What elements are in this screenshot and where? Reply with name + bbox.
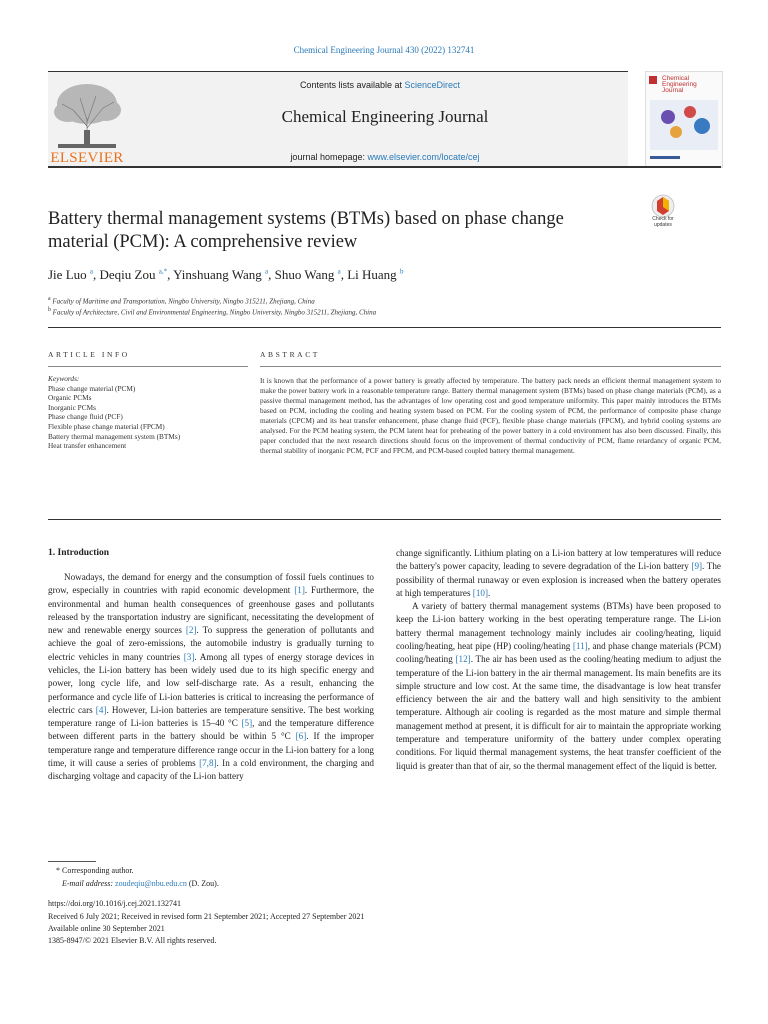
citation-link[interactable]: [3] bbox=[183, 651, 195, 662]
homepage-link[interactable]: www.elsevier.com/locate/cej bbox=[367, 152, 480, 162]
cover-title-line1: Chemical bbox=[662, 75, 690, 82]
body-text: A variety of battery thermal management systems (BTMs) have been proposed to keep the Li-ion battery working in the best operating temperature range. The Li-ion battery thermal management technology mainly includes air cooling/heating, liquid cooling/heating, heat pipe (HP) cooling/heating bbox=[396, 601, 721, 651]
keyword-item: Heat transfer enhancement bbox=[48, 441, 127, 451]
citation-link[interactable]: [4] bbox=[95, 704, 107, 715]
body-text: . If the improper temperature range and temperature difference range occur in the Li-ion battery for a long time, it will cause a series of problems bbox=[48, 731, 374, 768]
body-text: Nowadays, the demand for energy and the consumption of fossil fuels continues to grow, especially in countries with rapid economic development bbox=[48, 572, 374, 596]
copyright-line: 1385-8947/© 2021 Elsevier B.V. All rights reserved. bbox=[48, 936, 217, 945]
body-text: . To suppress the generation of pollutants and achieve the goal of zero-emissions, the automobile industry is gradually turning to electric vehicles in many countries bbox=[48, 625, 374, 662]
cover-title-line3: Journal bbox=[662, 87, 684, 94]
cover-graphic bbox=[646, 72, 722, 167]
body-text: . The possibility of thermal runaway or even explosion is increased when the battery operates at high temperatures bbox=[396, 561, 721, 598]
keyword-item: Flexible phase change material (FPCM) bbox=[48, 421, 165, 431]
author-name[interactable]: Deqiu Zou bbox=[99, 267, 156, 282]
corresponding-author-note: * Corresponding author. bbox=[56, 866, 134, 875]
publisher-logo-text: ELSEVIER bbox=[50, 150, 124, 166]
body-text: . However, Li-ion batteries are temperature sensitive. The best working temperature range of Li-ion batteries is 15–40 °C bbox=[48, 704, 374, 729]
citation-link[interactable]: [7,8] bbox=[199, 757, 217, 768]
sciencedirect-link[interactable]: ScienceDirect bbox=[404, 80, 461, 90]
journal-cover-thumbnail bbox=[645, 71, 723, 168]
author-affil-sup[interactable]: a bbox=[265, 267, 269, 276]
intro-paragraph-1-continued bbox=[396, 547, 721, 600]
contents-line bbox=[180, 80, 580, 90]
keywords-block bbox=[48, 374, 248, 451]
body-text: . In a cold environment, the charging and discharging voltage and capacity of the Li-ion battery bbox=[48, 757, 374, 782]
citation-link[interactable]: [5] bbox=[241, 718, 253, 729]
check-for-updates-badge[interactable] bbox=[645, 193, 681, 231]
author-affil-sup[interactable]: b bbox=[399, 267, 404, 276]
affiliation-text: Faculty of Maritime and Transportation, Ningbo University, Ningbo 315211, Zhejiang, China bbox=[52, 297, 315, 306]
keyword-item: Phase change material (PCM) bbox=[48, 383, 136, 393]
contents-prefix: Contents lists available at bbox=[299, 80, 402, 90]
author-name[interactable]: Jie Luo bbox=[48, 267, 87, 282]
body-text: , and phase change materials (PCM) cooling/heating bbox=[396, 640, 721, 665]
check-updates-label: Check for updates bbox=[652, 216, 674, 228]
body-text: change significantly. Lithium plating on a Li-ion battery at low temperatures will reduce the battery's power capacity, leading to severe degradation of the Li-ion battery bbox=[396, 548, 721, 572]
citation-link[interactable]: [10] bbox=[472, 587, 488, 598]
keyword-item: Battery thermal management system (BTMs) bbox=[48, 431, 181, 441]
author-name[interactable]: Shuo Wang bbox=[274, 267, 335, 282]
doi-link[interactable]: https://doi.org/10.1016/j.cej.2021.132741 bbox=[48, 899, 181, 908]
affiliation-b bbox=[48, 307, 376, 316]
email-label: E-mail address: bbox=[62, 879, 114, 888]
abstract-rule bbox=[260, 366, 721, 367]
available-online: Available online 30 September 2021 bbox=[48, 924, 165, 933]
body-text: , and the temperature difference between different parts in the battery should be within 5 °C bbox=[48, 718, 374, 742]
abstract-heading: ABSTRACT bbox=[260, 350, 320, 359]
citation-link[interactable]: [2] bbox=[185, 625, 197, 636]
body-column-right bbox=[396, 547, 721, 773]
citation-link[interactable]: [12] bbox=[455, 654, 471, 665]
body-text: . Furthermore, the environmental and human health consequences of greenhouse gases and pollutants released by the transportation industry are significant, necessitating the development of new and renewable energy sources bbox=[48, 585, 374, 636]
author-name[interactable]: Li Huang bbox=[347, 267, 397, 282]
journal-name: Chemical Engineering Journal bbox=[281, 107, 489, 126]
received-dates: Received 6 July 2021; Received in revised form 21 September 2021; Accepted 27 September 2021 bbox=[48, 912, 365, 921]
intro-paragraph-1 bbox=[48, 571, 374, 784]
citation-link[interactable]: [6] bbox=[295, 731, 307, 742]
citation-link[interactable]: [9] bbox=[691, 561, 703, 572]
journal-reference-link[interactable]: Chemical Engineering Journal 430 (2022) 132741 bbox=[293, 45, 475, 55]
affiliation-sup: b bbox=[48, 307, 51, 313]
abstract-bottom-rule bbox=[48, 519, 721, 520]
footnote-rule bbox=[48, 861, 96, 862]
section-heading-introduction: 1. Introduction bbox=[48, 548, 110, 558]
article-info-rule bbox=[48, 366, 248, 367]
citation-link[interactable]: [1] bbox=[294, 585, 305, 596]
keyword-item: Phase change fluid (PCF) bbox=[48, 412, 123, 422]
body-text: . Among all types of energy storage devices in vehicles, the Li-ion battery has been widely used due to its high specific energy and power, long cycle life, and low self-discharge rate. As a result, enhancing the performance and cycle life of Li-ion batteries is critical to increasing the performance of electric cars bbox=[48, 651, 375, 715]
author-affil-sup[interactable]: a bbox=[337, 267, 341, 276]
keywords-label: Keywords: bbox=[48, 374, 80, 383]
header-rule bbox=[48, 166, 721, 168]
article-info-heading: ARTICLE INFO bbox=[48, 350, 130, 359]
author-affil-sup[interactable]: a bbox=[89, 267, 93, 276]
affiliation-rule bbox=[48, 327, 721, 328]
affiliation-text: Faculty of Architecture, Civil and Environmental Engineering, Ningbo University, Ningbo 315211, Zhejiang, China bbox=[52, 308, 377, 317]
author-name[interactable]: Yinshuang Wang bbox=[173, 267, 262, 282]
cover-title-line2: Engineering bbox=[662, 81, 697, 88]
affiliation-sup: a bbox=[48, 296, 51, 302]
keyword-item: Inorganic PCMs bbox=[48, 402, 96, 412]
body-column-left bbox=[48, 571, 374, 784]
keyword-item: Organic PCMs bbox=[48, 393, 92, 403]
article-title: Battery thermal management systems (BTMs) based on phase change material (PCM): A comprehensive review bbox=[48, 209, 564, 252]
homepage-line bbox=[160, 152, 610, 162]
abstract-text: It is known that the performance of a power battery is greatly affected by temperature. The battery pack needs an efficient thermal management system to make the power battery work in a reasonable temperature range. Battery thermal management system (BTMs) based on phase change materials (PCM), as a passive thermal management method, has the advantages of low operating cost and good temperature uniformity. This paper mainly introduces the BTMs based on PCM, including the cooling and heating system based on PCM. For the cooling system of PCM, the performance of composite phase change materials (CPCM) and its heat transfer enhancement, phase change fluid (PCF), flexible phase change materials (FPCM), and hybrid cooling systems are analysed. For the PCM heating system, the PCM latent heat for preheating of the power battery in a cold environment has also been discussed. Finally, this paper concluded that the next research directions should focus on the improvement of thermal conductivity of PCM, flame retardancy of organic PCM, thermal stability of inorganic PCM, PCF and FPCM, and PCM-based coupled battery thermal management. bbox=[260, 376, 721, 456]
citation-link[interactable]: [11] bbox=[572, 640, 588, 651]
intro-paragraph-2 bbox=[396, 600, 721, 773]
affiliation-a bbox=[48, 296, 315, 305]
body-text: . bbox=[487, 587, 491, 598]
email-link[interactable]: zoudeqiu@nbu.edu.cn bbox=[115, 879, 187, 888]
body-text: . The air has been used as the cooling/heating medium to adjust the temperature of the Li-ion battery in the air thermal management. Its main benefits are its simple structure and low cost. At the same time, the disadvantage is low heat transfer efficiency between the air and the battery wall and high sensitivity to the ambient temperature. Although air cooling is regarded as the most mature and simple thermal management method at present, it is difficult for air to maintain the appropriate working temperature and temperature uniformity of the battery under complex operating conditions. For liquid thermal management systems, the heat transfer coefficient of the liquid is greater than that of air, so the thermal management effect of the liquid is better. bbox=[396, 654, 721, 771]
email-line bbox=[62, 879, 219, 888]
homepage-prefix: journal homepage: bbox=[290, 152, 365, 162]
email-suffix: (D. Zou). bbox=[188, 879, 219, 888]
author-list: Jie Luo $^a$, Deqiu Zou $^{a,*}$, Yinshuang Wang $^a$, Shuo Wang $^a$, Li Huang $^b$ bbox=[48, 267, 404, 282]
author-affil-sup[interactable]: a,* bbox=[158, 267, 168, 276]
